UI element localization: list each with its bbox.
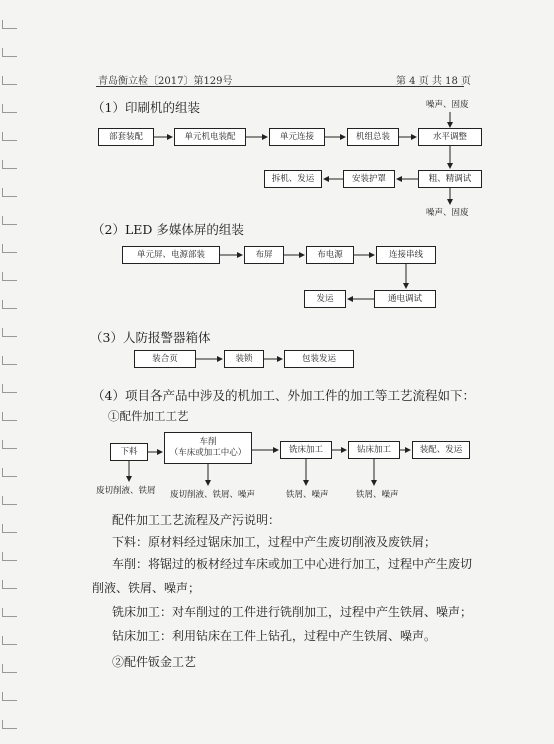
box-pack-ship: 包装发运 [284,350,354,368]
box-lay-screen: 布屏 [244,246,284,264]
box-parts-assembly: 部套装配 [98,128,154,146]
box-unit-screen: 单元屏、电源部装 [122,246,220,264]
para-milling: 铣床加工：对车削过的工件进行铣削加工，过程中产生铁屑、噪声； [112,605,473,619]
para-turning: 车削：将锯过的板材经过车床或加工中心进行加工，过程中产生废切 [112,557,473,571]
box-ship: 发运 [304,290,346,308]
box-milling: 铣床加工 [280,441,332,459]
box-unit-electromech: 单元机电装配 [174,128,246,146]
noise-waste-note-bottom: 噪声、固废 [426,208,469,218]
box-assemble-ship: 装配、发运 [412,441,470,459]
box-level-adjust: 水平调整 [418,128,482,146]
box-lay-power: 布电源 [306,246,354,264]
box-dismantle-ship: 拆机、发运 [264,170,322,188]
sub-heading-2: ②配件钣金工艺 [112,655,197,669]
noise-waste-note-top: 噪声、固废 [426,100,469,110]
box-final-assembly: 机组总装 [347,128,399,146]
box-lock: 装锁 [224,350,264,368]
sub-heading-1: ①配件加工工艺 [108,409,189,423]
box-wiring: 连接串线 [376,246,436,264]
note-turning: 废切削液、铁屑、噪声 [170,490,256,500]
note-cutting: 废切削液、铁屑 [96,486,156,496]
section-3-title: （3）人防报警器箱体 [90,330,211,345]
turning-sublabel: （车床或加工中心） [169,448,247,458]
para-turning-cont: 削液、铁屑、噪声； [92,581,201,595]
note-milling: 铁屑、噪声 [286,490,329,500]
para-cutting: 下料：原材料经过锯床加工，过程中产生废切削液及废铁屑； [112,535,437,549]
section-2-title: （2）LED 多媒体屏的组装 [92,222,244,237]
section-4-title: （4）项目各产品中涉及的机加工、外加工件的加工等工艺流程如下： [92,388,475,403]
note-drilling: 铁屑、噪声 [356,490,399,500]
para-intro: 配件加工工艺流程及产污说明： [112,513,281,527]
box-hinge: 装合页 [134,350,196,368]
turning-label: 车削 [199,437,217,448]
box-debug: 粗、精调试 [418,170,482,188]
box-drilling: 钻床加工 [348,441,400,459]
box-cutting: 下料 [110,443,148,461]
section-1-title: （1）印刷机的组装 [92,100,200,115]
doc-number: 青岛衡立检〔2017〕第129号 [98,76,233,87]
box-unit-connect: 单元连接 [269,128,325,146]
page-number: 第 4 页 共 18 页 [396,76,471,87]
box-install-cover: 安装护罩 [343,170,395,188]
box-power-test: 通电调试 [374,290,436,308]
para-drilling: 钻床加工：利用钻床在工件上钻孔，过程中产生铁屑、噪声。 [112,629,437,643]
